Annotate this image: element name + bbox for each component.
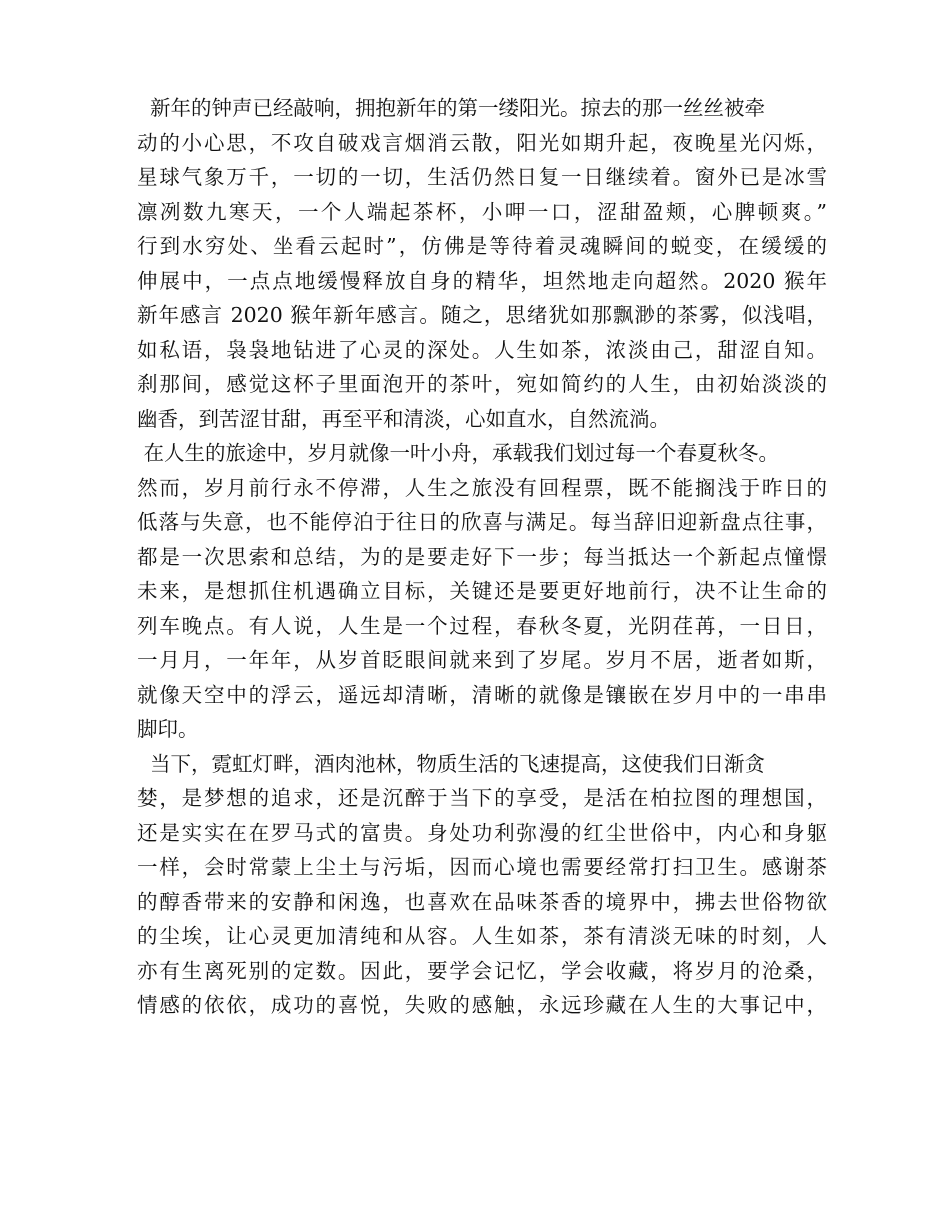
text-line: 脚印。: [137, 717, 199, 741]
text-line: 如私语，袅袅地钻进了心灵的深处。人生如茶，浓淡由己，甜涩自知。: [137, 337, 827, 362]
text-line: 未来，是想抓住机遇确立目标，关键还是要更好地前行，决不让生命的: [137, 579, 827, 603]
text-line: 婪，是梦想的追求，还是沉醉于当下的享受，是活在柏拉图的理想国，: [137, 786, 827, 810]
text-line: 星球气象万千，一切的一切，生活仍然日复一日继续着。窗外已是冰雪: [137, 165, 827, 189]
text-line: 新年的钟声已经敲响，拥抱新年的第一缕阳光。掠去的那一丝丝被牵: [137, 96, 766, 120]
text-line: 的尘埃，让心灵更加清纯和从容。人生如茶，茶有清淡无味的时刻，人: [137, 924, 827, 948]
text-line: 列车晚点。有人说，人生是一个过程，春秋冬夏，光阴荏苒，一日日，: [137, 613, 827, 638]
text-line: 就像天空中的浮云，遥远却清晰，清晰的就像是镶嵌在岁月中的一串串: [137, 682, 827, 707]
text-line: 新年感言 2020 猴年新年感言。随之，思绪犹如那飘渺的茶雾，似浅唱，: [137, 303, 827, 327]
paragraph-3: [137, 747, 827, 1023]
document-page: [137, 91, 827, 1023]
text-line: 在人生的旅途中，岁月就像一叶小舟，承载我们划过每一个春夏秋冬。: [137, 441, 780, 465]
text-line: 动的小心思，不攻自破戏言烟消云散，阳光如期升起，夜晚星光闪烁，: [137, 130, 827, 155]
text-line: 还是实实在在罗马式的富贵。身处功利弥漫的红尘世俗中，内心和身躯: [137, 820, 827, 845]
text-line: 当下，霓虹灯畔，酒肉池林，物质生活的飞速提高，这使我们日渐贪: [137, 751, 766, 776]
text-line: 情感的依依，成功的喜悦，失败的感触，永远珍藏在人生的大事记中，: [137, 993, 827, 1017]
paragraph-1: [137, 91, 827, 436]
text-line: 刹那间，感觉这杯子里面泡开的茶叶，宛如简约的人生，由初始淡淡的: [137, 372, 827, 396]
text-line: 行到水穷处、坐看云起时”，仿佛是等待着灵魂瞬间的蜕变，在缓缓的: [137, 234, 827, 258]
text-line: 然而，岁月前行永不停滞，人生之旅没有回程票，既不能搁浅于昨日的: [137, 475, 827, 500]
text-line: 一样，会时常蒙上尘土与污垢，因而心境也需要经常打扫卫生。感谢茶: [137, 855, 827, 879]
text-line: 一月月，一年年，从岁首眨眼间就来到了岁尾。岁月不居，逝者如斯，: [137, 648, 827, 672]
text-line: 凛冽数九寒天，一个人端起茶杯，小呷一口，涩甜盈颊，心脾顿爽。”: [137, 199, 827, 224]
text-line: 的醇香带来的安静和闲逸，也喜欢在品味茶香的境界中，拂去世俗物欲: [137, 889, 827, 914]
text-line: 伸展中，一点点地缓慢释放自身的精华，坦然地走向超然。2020 猴年: [137, 268, 827, 293]
paragraph-2: [137, 436, 827, 747]
text-line: 都是一次思索和总结，为的是要走好下一步；每当抵达一个新起点憧憬: [137, 544, 827, 569]
text-line: 幽香，到苦涩甘甜，再至平和清淡，心如直水，自然流淌。: [137, 406, 670, 431]
text-line: 亦有生离死别的定数。因此，要学会记忆，学会收藏，将岁月的沧桑，: [137, 958, 827, 983]
text-line: 低落与失意，也不能停泊于往日的欣喜与满足。每当辞旧迎新盘点往事，: [137, 510, 827, 534]
